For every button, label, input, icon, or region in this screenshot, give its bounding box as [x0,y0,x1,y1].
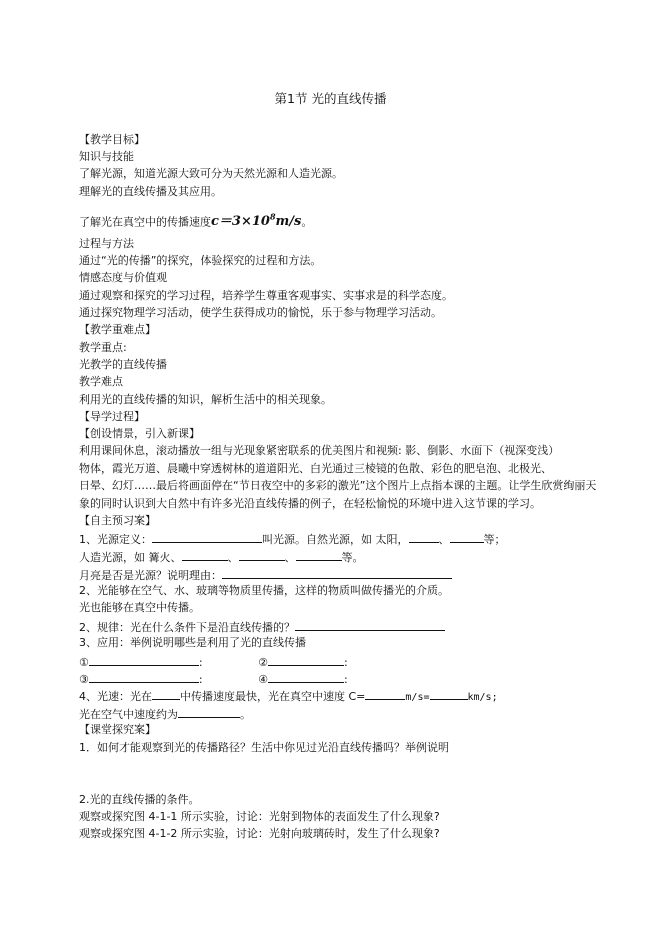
application-question: 3、应用：举例说明哪些是利用了光的直线传播 [79,636,306,649]
scene-line: 日晕、幻灯……最后将画面停在“节日夜空中的多彩的激光”这个图片上点指本课的主题。让学生欣赏绚丽天 [79,479,597,492]
focus-heading: 【教学重难点】 [79,323,156,336]
difficulty-label: 教学难点 [79,375,123,388]
knowledge-item-3: 了解光在真空中的传播速度$c=3\times 10^8m/s$。 [79,212,313,230]
emotion-item-1: 通过观察和探究的学习过程，培养学生尊重客观事实、实事求是的科学态度。 [79,289,453,302]
blank-field[interactable] [430,688,468,700]
scene-heading: 【创设情景，引入新课】 [79,427,200,440]
key-point-label: 教学重点: [79,341,127,354]
preview-question-2: 2、光能够在空气、水、玻璃等物质里传播，这样的物质叫做传播光的介质。 [79,584,449,597]
blank-field[interactable] [295,619,445,631]
preview-heading: 【自主预习案】 [79,514,156,527]
light-speed-formula: $c=3\times 10^8m/s$ [211,212,302,230]
explore-question-2b: 观察或探究图 4-1-2 所示实验，讨论：光射向玻璃砖时，发生了什么现象? [79,827,440,840]
process-subheading: 过程与方法 [79,237,134,250]
rule-question: 2、规律：光在什么条件下是沿直线传播的？ [79,619,445,635]
application-answers-row-1: ① : ② : [79,656,348,669]
explore-heading: 【课堂探究案】 [79,723,156,736]
moon-question: 月亮是否是光源？说明理由： [79,567,452,583]
difficulty-text: 利用光的直线传播的知识，解析生活中的相关现象。 [79,393,332,406]
preview-question-1: 1、光源定义： 叫光源。自然光源，如 太阳， 、 等； [79,533,506,546]
knowledge-item-1: 了解光源，知道光源大致可分为天然光源和人造光源。 [79,167,343,180]
knowledge-subheading: 知识与技能 [79,150,134,163]
scene-line: 利用课间休息，滚动播放一组与光现象紧密联系的优美图片和视频: 影、倒影、水面下（视深变浅） [79,444,560,457]
blank-field[interactable] [365,688,405,700]
explore-question-1: 1．如何才能观察到光的传播路径？生活中你见过光沿直线传播吗？举例说明 [79,741,449,754]
blank-field[interactable] [268,671,344,683]
blank-field[interactable] [89,671,199,683]
preview-question-2b: 光也能够在真空中传播。 [79,601,200,614]
goals-heading: 【教学目标】 [79,133,145,146]
blank-field[interactable] [178,706,240,718]
emotion-subheading: 情感态度与价值观 [79,271,167,284]
blank-field[interactable] [222,567,452,579]
blank-field[interactable] [409,531,439,543]
knowledge-item-2: 理解光的直线传播及其应用。 [79,185,222,198]
explore-question-2: 2.光的直线传播的条件。 [79,793,200,806]
preview-question-1b: 人造光源，如 篝火、 、 、 等。 [79,551,364,564]
guide-heading: 【导学过程】 [79,410,145,423]
explore-question-2a: 观察或探究图 4-1-1 所示实验，讨论：光射到物体的表面发生了什么现象? [79,810,440,823]
air-speed-question: 光在空气中速度约为 。 [79,708,251,721]
blank-field[interactable] [239,549,285,561]
page-title: 第1节 光的直线传播 [274,91,387,106]
blank-field[interactable] [152,531,262,543]
key-point-text: 光教学的直线传播 [79,358,167,371]
application-answers-row-2: ③ : ④ : [79,673,348,686]
light-speed-question: 4、光速：光在 中传播速度最快，光在真空中速度 C= m/s= km/s; [79,690,498,703]
blank-field[interactable] [450,531,484,543]
scene-line: 象的同时认识到大自然中有许多光沿直线传播的例子，在轻松愉悦的环境中进入这节课的学习。 [79,497,541,510]
blank-field[interactable] [182,549,228,561]
blank-field[interactable] [152,688,180,700]
speed-text: 了解光在真空中的传播速度 [79,215,211,229]
emotion-item-2: 通过探究物理学习活动，使学生获得成功的愉悦，乐于参与物理学习活动。 [79,306,442,319]
blank-field[interactable] [296,549,342,561]
blank-field[interactable] [268,654,344,666]
process-item-1: 通过“光的传播”的探究，体验探究的过程和方法。 [79,254,322,267]
blank-field[interactable] [89,654,199,666]
scene-line: 物体，霞光万道、晨曦中穿透树林的道道阳光、白光通过三棱镜的色散、彩色的肥皂泡、北极光、 [79,462,552,475]
